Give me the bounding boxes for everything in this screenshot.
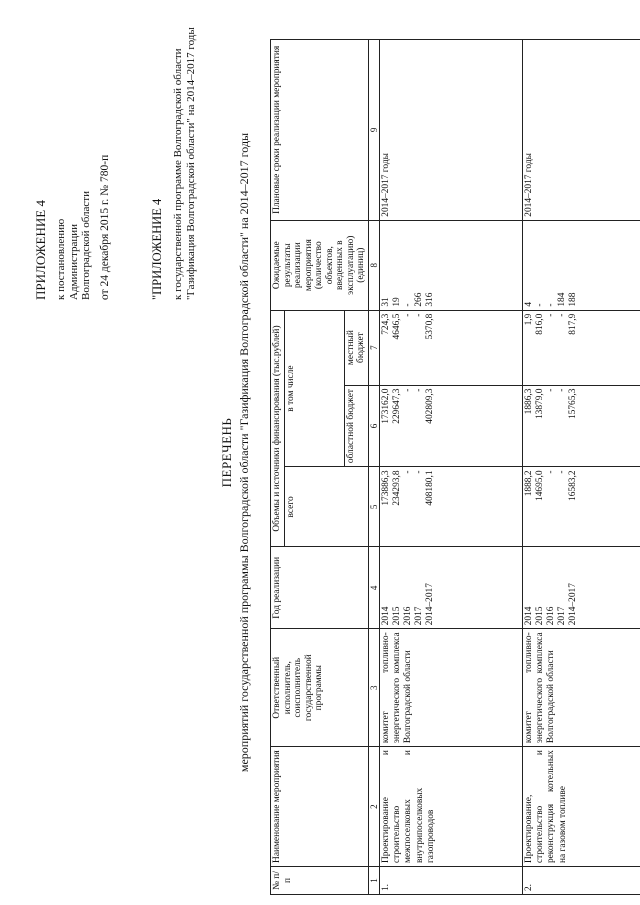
column-number: 1 — [368, 867, 379, 895]
total-value: - — [402, 470, 413, 474]
year-value: 2015 — [391, 606, 402, 626]
row-results — [379, 220, 522, 310]
result-value: 316 — [424, 292, 435, 307]
header-row — [271, 40, 285, 895]
result-value: - — [545, 303, 556, 307]
prior-appendix — [150, 10, 198, 300]
result-value: 19 — [391, 297, 402, 307]
appendix-line: Администрации — [67, 223, 80, 300]
row-deadline: 2014–2017 годы — [522, 40, 640, 221]
table-row — [522, 40, 640, 895]
row-total — [522, 467, 640, 547]
local-value: 5370,8 — [424, 313, 435, 340]
column-number: 4 — [368, 547, 379, 629]
row-regional — [379, 385, 522, 467]
total-value: - — [545, 470, 556, 474]
total-value: - — [413, 470, 424, 474]
result-value: 4 — [523, 301, 534, 307]
total-value: 234293,8 — [391, 470, 402, 506]
regional-value: 173162,0 — [380, 388, 391, 424]
regional-value: - — [402, 388, 413, 392]
result-value: 266 — [413, 292, 424, 307]
year-value: 2017 — [556, 606, 567, 626]
row-total — [379, 467, 522, 547]
column-number: 8 — [368, 220, 379, 310]
row-local — [379, 310, 522, 385]
prior-appendix-text: к государственной программе Волгоградской области "Газификация Волгоградской области" на 2014–2017 годы — [172, 27, 198, 300]
prior-appendix-title: "ПРИЛОЖЕНИЕ 4 — [150, 198, 164, 300]
row-years — [522, 547, 640, 629]
title-subheading: мероприятий государственной программы Волгоградской области "Газификация Волгоградской области" на 2014–2017 годы — [236, 132, 251, 773]
header-local: местный бюджет — [344, 310, 368, 385]
column-number: 9 — [368, 40, 379, 221]
column-number: 5 — [368, 467, 379, 547]
total-value: 1888,2 — [523, 470, 534, 497]
local-value: 1,9 — [523, 313, 534, 326]
title-heading: ПЕРЕЧЕНЬ — [219, 417, 234, 488]
year-value: 2014–2017 — [567, 583, 578, 626]
column-number-row — [368, 40, 379, 895]
header-executor: Ответственный исполнитель, соисполнитель государственной программы — [271, 629, 369, 747]
row-num: 1. — [379, 867, 522, 895]
total-value: 173886,3 — [380, 470, 391, 506]
year-value: 2016 — [402, 606, 413, 626]
total-value: - — [556, 470, 567, 474]
column-number: 2 — [368, 747, 379, 867]
local-value: - — [556, 313, 567, 317]
year-value: 2014–2017 — [424, 583, 435, 626]
result-value: 31 — [380, 297, 391, 307]
result-value: 188 — [567, 292, 578, 307]
row-name: Проектирование, строительство и реконструкция котельных на газовом топливе — [522, 747, 640, 867]
row-regional — [522, 385, 640, 467]
year-value: 2017 — [413, 606, 424, 626]
row-name: Проектирование и строительство межпоселковых и внутрипоселковых газопроводов — [379, 747, 522, 867]
regional-value: - — [556, 388, 567, 392]
local-value: - — [413, 313, 424, 317]
local-value: 817,9 — [567, 313, 578, 335]
measures-table — [270, 39, 640, 895]
column-number: 3 — [368, 629, 379, 747]
appendix-title: ПРИЛОЖЕНИЕ 4 — [33, 200, 48, 300]
total-value: 16583,2 — [567, 470, 578, 501]
row-executor: комитет топливно-энергетического комплекса Волгоградской области — [379, 629, 522, 747]
regional-value: - — [545, 388, 556, 392]
local-value: - — [402, 313, 413, 317]
row-num: 2. — [522, 867, 640, 895]
row-executor: комитет топливно-энергетического комплекса Волгоградской области — [522, 629, 640, 747]
local-value: 724,3 — [380, 313, 391, 335]
local-value: - — [545, 313, 556, 317]
regional-value: - — [413, 388, 424, 392]
appendix-line: к постановлению — [54, 218, 67, 300]
total-value: 408180,1 — [424, 470, 435, 506]
regional-value: 402809,3 — [424, 388, 435, 424]
result-value: - — [534, 303, 545, 307]
column-number: 6 — [368, 385, 379, 467]
row-years — [379, 547, 522, 629]
row-local — [522, 310, 640, 385]
local-value: 816,0 — [534, 313, 545, 335]
header-funding: Объемы и источники финансирования (тыс.рублей) — [271, 310, 285, 547]
total-value: 14695,0 — [534, 470, 545, 501]
row-results — [522, 220, 640, 310]
table-row — [379, 40, 522, 895]
header-num: № п/п — [271, 867, 369, 895]
header-deadline: Плановые сроки реализации мероприятия — [271, 40, 369, 221]
year-value: 2014 — [380, 606, 391, 626]
regional-value: 229647,3 — [391, 388, 402, 424]
year-value: 2015 — [534, 606, 545, 626]
row-deadline: 2014–2017 годы — [379, 40, 522, 221]
header-including: в том числе — [284, 310, 344, 467]
header-regional: областной бюджет — [344, 385, 368, 467]
column-number: 7 — [368, 310, 379, 385]
result-value: 184 — [556, 292, 567, 307]
header-year: Год реализации — [271, 547, 369, 629]
appendix-line: Волгоградской области — [80, 191, 93, 300]
regional-value: 1886,3 — [523, 388, 534, 415]
regional-value: 13879,0 — [534, 388, 545, 420]
document-title — [220, 0, 252, 905]
regional-value: 15765,3 — [567, 388, 578, 420]
year-value: 2014 — [523, 606, 534, 626]
appendix-date: от 24 декабря 2015 г. № 780-п — [98, 154, 111, 300]
local-value: 4646,5 — [391, 313, 402, 340]
year-value: 2016 — [545, 606, 556, 626]
header-results: Ожидаемые результаты реализации мероприятия (количество объектов, введенных в эксплуатацию) (единиц) — [271, 220, 369, 310]
header-name: Наименование мероприятия — [271, 747, 369, 867]
header-total: всего — [284, 467, 368, 547]
appendix-header — [34, 10, 112, 300]
result-value: - — [402, 303, 413, 307]
